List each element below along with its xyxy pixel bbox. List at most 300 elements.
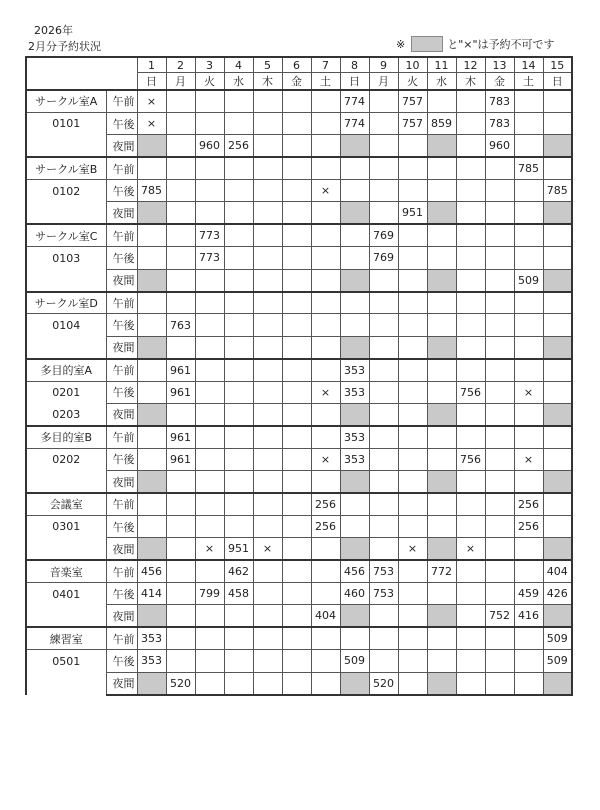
- reservation-cell: [369, 135, 398, 157]
- reservation-cell: [398, 650, 427, 672]
- reservation-cell: [485, 314, 514, 336]
- reservation-cell: [224, 493, 253, 515]
- weekday-label: 月: [166, 73, 195, 91]
- reservation-cell: [253, 381, 282, 403]
- reservation-cell: [137, 135, 166, 157]
- reservation-cell: [543, 314, 572, 336]
- reservation-cell: [543, 359, 572, 381]
- reservation-cell: [543, 515, 572, 537]
- weekday-label: 火: [398, 73, 427, 91]
- reservation-cell: [282, 515, 311, 537]
- reservation-cell: [195, 112, 224, 134]
- reservation-cell: [282, 90, 311, 112]
- reservation-cell: [398, 605, 427, 627]
- slot-label: 午前: [106, 90, 137, 112]
- reservation-cell: [137, 336, 166, 358]
- reservation-cell: [485, 224, 514, 246]
- reservation-cell: [369, 157, 398, 179]
- reservation-cell: [253, 403, 282, 425]
- room-name: サークル室A: [26, 90, 106, 112]
- reservation-cell: [456, 336, 485, 358]
- reservation-cell: [311, 135, 340, 157]
- reservation-cell: [195, 493, 224, 515]
- reservation-cell: [543, 202, 572, 224]
- reservation-cell: [456, 135, 485, 157]
- reservation-cell: 256: [514, 493, 543, 515]
- weekday-label: 土: [514, 73, 543, 91]
- reservation-cell: [137, 247, 166, 269]
- reservation-cell: [224, 112, 253, 134]
- room-cell-empty: [26, 135, 106, 157]
- reservation-cell: [427, 605, 456, 627]
- reservation-cell: 509: [543, 627, 572, 649]
- reservation-cell: [427, 202, 456, 224]
- reservation-cell: [166, 135, 195, 157]
- reservation-cell: [543, 403, 572, 425]
- reservation-cell: [456, 112, 485, 134]
- slot-label: 午後: [106, 112, 137, 134]
- reservation-cell: [456, 292, 485, 314]
- reservation-cell: [253, 224, 282, 246]
- slot-label: 午前: [106, 560, 137, 582]
- reservation-cell: [166, 471, 195, 493]
- reservation-cell: [311, 471, 340, 493]
- reservation-cell: [369, 90, 398, 112]
- reservation-cell: [427, 583, 456, 605]
- reservation-cell: [427, 672, 456, 694]
- weekday-label: 水: [224, 73, 253, 91]
- reservation-cell: [427, 538, 456, 560]
- reservation-cell: 785: [514, 157, 543, 179]
- reservation-cell: [224, 672, 253, 694]
- reservation-cell: [398, 336, 427, 358]
- reservation-cell: 459: [514, 583, 543, 605]
- reservation-cell: [485, 448, 514, 470]
- reservation-cell: [398, 135, 427, 157]
- reservation-cell: [311, 157, 340, 179]
- room-cell-empty: [26, 471, 106, 493]
- reservation-cell: [282, 560, 311, 582]
- reservation-cell: [514, 650, 543, 672]
- reservation-cell: [369, 292, 398, 314]
- reservation-cell: [456, 359, 485, 381]
- reservation-cell: 753: [369, 583, 398, 605]
- reservation-cell: [485, 269, 514, 291]
- reservation-cell: [543, 336, 572, 358]
- reservation-cell: ×: [514, 448, 543, 470]
- weekday-label: 日: [137, 73, 166, 91]
- reservation-cell: [514, 112, 543, 134]
- reservation-cell: [369, 426, 398, 448]
- reservation-cell: [369, 112, 398, 134]
- reservation-cell: [137, 426, 166, 448]
- reservation-cell: [253, 493, 282, 515]
- reservation-cell: [456, 426, 485, 448]
- reservation-cell: [369, 538, 398, 560]
- reservation-cell: [166, 605, 195, 627]
- room-cell-empty: [26, 605, 106, 627]
- reservation-cell: [485, 515, 514, 537]
- room-code: 0201: [26, 381, 106, 403]
- reservation-cell: [253, 672, 282, 694]
- reservation-cell: [224, 157, 253, 179]
- reservation-cell: 752: [485, 605, 514, 627]
- reservation-cell: [456, 650, 485, 672]
- slot-label: 午前: [106, 493, 137, 515]
- reservation-cell: [369, 515, 398, 537]
- reservation-cell: [543, 471, 572, 493]
- reservation-cell: [253, 314, 282, 336]
- reservation-cell: [166, 650, 195, 672]
- day-number: 2: [166, 57, 195, 73]
- slot-label: 午後: [106, 247, 137, 269]
- reservation-cell: 961: [166, 381, 195, 403]
- reservation-cell: ×: [311, 448, 340, 470]
- reservation-cell: [456, 90, 485, 112]
- reservation-cell: 785: [543, 180, 572, 202]
- reservation-cell: 353: [340, 381, 369, 403]
- legend-gray-swatch: [411, 36, 443, 52]
- reservation-cell: [224, 403, 253, 425]
- reservation-cell: [282, 180, 311, 202]
- room-code: 0401: [26, 583, 106, 605]
- reservation-cell: [282, 627, 311, 649]
- reservation-cell: [195, 292, 224, 314]
- reservation-cell: [514, 224, 543, 246]
- reservation-cell: 256: [224, 135, 253, 157]
- weekday-label: 金: [485, 73, 514, 91]
- reservation-cell: 416: [514, 605, 543, 627]
- reservation-cell: [340, 157, 369, 179]
- reservation-cell: [456, 269, 485, 291]
- reservation-cell: [398, 359, 427, 381]
- reservation-cell: [166, 583, 195, 605]
- room-name: 音楽室: [26, 560, 106, 582]
- reservation-cell: 774: [340, 90, 369, 112]
- reservation-cell: [514, 471, 543, 493]
- reservation-cell: 426: [543, 583, 572, 605]
- room-cell-empty: [26, 202, 106, 224]
- reservation-cell: [340, 202, 369, 224]
- reservation-cell: [166, 627, 195, 649]
- reservation-cell: 960: [485, 135, 514, 157]
- reservation-cell: [224, 90, 253, 112]
- reservation-cell: [166, 538, 195, 560]
- reservation-cell: [195, 627, 224, 649]
- reservation-cell: [369, 202, 398, 224]
- reservation-cell: [166, 515, 195, 537]
- reservation-cell: [311, 224, 340, 246]
- reservation-cell: [514, 538, 543, 560]
- day-number: 12: [456, 57, 485, 73]
- reservation-cell: ×: [514, 381, 543, 403]
- reservation-cell: [311, 202, 340, 224]
- reservation-cell: [224, 471, 253, 493]
- room-name: サークル室B: [26, 157, 106, 179]
- reservation-cell: [340, 292, 369, 314]
- reservation-cell: 756: [456, 448, 485, 470]
- reservation-cell: [311, 583, 340, 605]
- reservation-cell: [456, 515, 485, 537]
- reservation-cell: [514, 90, 543, 112]
- reservation-cell: [195, 403, 224, 425]
- reservation-cell: [485, 336, 514, 358]
- reservation-cell: [427, 157, 456, 179]
- reservation-cell: [427, 314, 456, 336]
- reservation-cell: [369, 471, 398, 493]
- day-number: 5: [253, 57, 282, 73]
- reservation-cell: [282, 269, 311, 291]
- slot-label: 夜間: [106, 269, 137, 291]
- reservation-cell: [427, 448, 456, 470]
- reservation-cell: [224, 605, 253, 627]
- reservation-cell: [398, 180, 427, 202]
- reservation-cell: [340, 515, 369, 537]
- reservation-cell: [456, 202, 485, 224]
- reservation-cell: [398, 381, 427, 403]
- reservation-cell: [456, 493, 485, 515]
- reservation-cell: [224, 269, 253, 291]
- reservation-cell: 353: [340, 359, 369, 381]
- reservation-cell: [543, 292, 572, 314]
- reservation-cell: [166, 157, 195, 179]
- reservation-cell: [427, 381, 456, 403]
- reservation-cell: ×: [137, 90, 166, 112]
- reservation-cell: [253, 560, 282, 582]
- reservation-cell: [340, 471, 369, 493]
- reservation-cell: [282, 471, 311, 493]
- reservation-cell: [166, 292, 195, 314]
- reservation-cell: [282, 202, 311, 224]
- room-name: 練習室: [26, 627, 106, 649]
- slot-label: 夜間: [106, 672, 137, 694]
- reservation-cell: 520: [166, 672, 195, 694]
- reservation-cell: [369, 359, 398, 381]
- slot-label: 午後: [106, 583, 137, 605]
- reservation-cell: [253, 336, 282, 358]
- reservation-cell: [311, 314, 340, 336]
- reservation-cell: 509: [543, 650, 572, 672]
- room-code: 0202: [26, 448, 106, 470]
- reservation-cell: [253, 112, 282, 134]
- reservation-cell: [485, 650, 514, 672]
- room-name: 会議室: [26, 493, 106, 515]
- reservation-cell: 951: [224, 538, 253, 560]
- reservation-cell: [137, 314, 166, 336]
- reservation-cell: 458: [224, 583, 253, 605]
- slot-label: 夜間: [106, 336, 137, 358]
- day-number: 6: [282, 57, 311, 73]
- reservation-cell: ×: [456, 538, 485, 560]
- reservation-cell: [340, 269, 369, 291]
- reservation-cell: [253, 247, 282, 269]
- slot-label: 午後: [106, 180, 137, 202]
- reservation-cell: [398, 672, 427, 694]
- reservation-cell: [543, 448, 572, 470]
- room-cell-empty: [26, 336, 106, 358]
- weekday-label: 水: [427, 73, 456, 91]
- reservation-cell: [224, 381, 253, 403]
- reservation-cell: [166, 403, 195, 425]
- reservation-cell: [311, 627, 340, 649]
- reservation-cell: [195, 515, 224, 537]
- reservation-cell: [543, 269, 572, 291]
- reservation-cell: [137, 605, 166, 627]
- reservation-cell: 509: [514, 269, 543, 291]
- reservation-cell: [166, 90, 195, 112]
- reservation-cell: 753: [369, 560, 398, 582]
- slot-label: 夜間: [106, 202, 137, 224]
- reservation-cell: [311, 403, 340, 425]
- reservation-cell: [282, 314, 311, 336]
- reservation-cell: [195, 560, 224, 582]
- reservation-cell: [253, 605, 282, 627]
- reservation-cell: [398, 247, 427, 269]
- reservation-cell: [253, 471, 282, 493]
- reservation-cell: [398, 627, 427, 649]
- reservation-cell: [543, 426, 572, 448]
- room-name: サークル室C: [26, 224, 106, 246]
- reservation-cell: [543, 605, 572, 627]
- reservation-cell: [195, 448, 224, 470]
- reservation-cell: [485, 627, 514, 649]
- reservation-cell: [253, 426, 282, 448]
- reservation-cell: [137, 269, 166, 291]
- reservation-cell: [253, 515, 282, 537]
- slot-label: 午前: [106, 157, 137, 179]
- reservation-cell: 353: [137, 627, 166, 649]
- reservation-cell: [195, 90, 224, 112]
- day-number: 4: [224, 57, 253, 73]
- reservation-cell: [282, 224, 311, 246]
- reservation-cell: 757: [398, 112, 427, 134]
- reservation-cell: [543, 493, 572, 515]
- reservation-cell: [398, 493, 427, 515]
- reservation-cell: 353: [340, 426, 369, 448]
- reservation-cell: [224, 448, 253, 470]
- reservation-cell: [456, 471, 485, 493]
- room-cell-empty: [26, 269, 106, 291]
- room-name: 多目的室B: [26, 426, 106, 448]
- reservation-cell: [398, 403, 427, 425]
- header-corner: [26, 57, 137, 90]
- reservation-cell: [224, 224, 253, 246]
- reservation-cell: [427, 180, 456, 202]
- reservation-cell: [282, 157, 311, 179]
- reservation-cell: [543, 112, 572, 134]
- reservation-cell: [166, 269, 195, 291]
- reservation-cell: [137, 471, 166, 493]
- reservation-cell: [485, 403, 514, 425]
- reservation-cell: [282, 292, 311, 314]
- reservation-cell: 769: [369, 224, 398, 246]
- weekday-label: 火: [195, 73, 224, 91]
- reservation-cell: 462: [224, 560, 253, 582]
- reservation-cell: [369, 448, 398, 470]
- reservation-cell: [253, 135, 282, 157]
- reservation-cell: [166, 202, 195, 224]
- reservation-cell: [369, 605, 398, 627]
- reservation-cell: [166, 224, 195, 246]
- reservation-cell: [398, 448, 427, 470]
- reservation-cell: [485, 493, 514, 515]
- reservation-cell: [340, 538, 369, 560]
- reservation-cell: 256: [311, 515, 340, 537]
- room-name: サークル室D: [26, 292, 106, 314]
- reservation-cell: [514, 247, 543, 269]
- weekday-label: 土: [311, 73, 340, 91]
- reservation-cell: [456, 403, 485, 425]
- reservation-cell: 460: [340, 583, 369, 605]
- reservation-cell: 773: [195, 224, 224, 246]
- reservation-cell: 353: [340, 448, 369, 470]
- day-number: 10: [398, 57, 427, 73]
- reservation-cell: [282, 583, 311, 605]
- reservation-cell: [195, 269, 224, 291]
- reservation-cell: [514, 135, 543, 157]
- reservation-cell: [427, 627, 456, 649]
- reservation-cell: [311, 247, 340, 269]
- reservation-cell: [485, 471, 514, 493]
- reservation-cell: [514, 672, 543, 694]
- slot-label: 午前: [106, 627, 137, 649]
- reservation-cell: [369, 381, 398, 403]
- reservation-cell: [340, 493, 369, 515]
- slot-label: 午前: [106, 359, 137, 381]
- reservation-cell: [340, 627, 369, 649]
- reservation-cell: [340, 314, 369, 336]
- reservation-cell: [543, 538, 572, 560]
- reservation-cell: [166, 180, 195, 202]
- reservation-cell: [282, 650, 311, 672]
- reservation-cell: [282, 403, 311, 425]
- room-code: 0104: [26, 314, 106, 336]
- reservation-cell: ×: [253, 538, 282, 560]
- reservation-cell: [369, 403, 398, 425]
- day-number: 8: [340, 57, 369, 73]
- reservation-cell: [456, 627, 485, 649]
- weekday-label: 日: [340, 73, 369, 91]
- weekday-label: 日: [543, 73, 572, 91]
- legend-text: と"×"は予約不可です: [447, 38, 555, 51]
- reservation-cell: [137, 381, 166, 403]
- reservation-cell: [340, 403, 369, 425]
- reservation-cell: [398, 471, 427, 493]
- reservation-cell: [253, 157, 282, 179]
- reservation-cell: ×: [195, 538, 224, 560]
- slot-label: 夜間: [106, 605, 137, 627]
- reservation-cell: [485, 157, 514, 179]
- reservation-cell: [427, 403, 456, 425]
- reservation-cell: [253, 180, 282, 202]
- reservation-cell: [427, 515, 456, 537]
- reservation-cell: [485, 560, 514, 582]
- reservation-cell: [398, 157, 427, 179]
- reservation-cell: [195, 202, 224, 224]
- reservation-cell: [311, 112, 340, 134]
- reservation-cell: [369, 269, 398, 291]
- reservation-cell: [137, 538, 166, 560]
- reservation-cell: 785: [137, 180, 166, 202]
- reservation-cell: [398, 224, 427, 246]
- reservation-cell: [137, 292, 166, 314]
- reservation-cell: [282, 381, 311, 403]
- reservation-cell: 756: [456, 381, 485, 403]
- reservation-cell: 256: [514, 515, 543, 537]
- reservation-cell: [398, 583, 427, 605]
- reservation-cell: [514, 180, 543, 202]
- reservation-cell: 520: [369, 672, 398, 694]
